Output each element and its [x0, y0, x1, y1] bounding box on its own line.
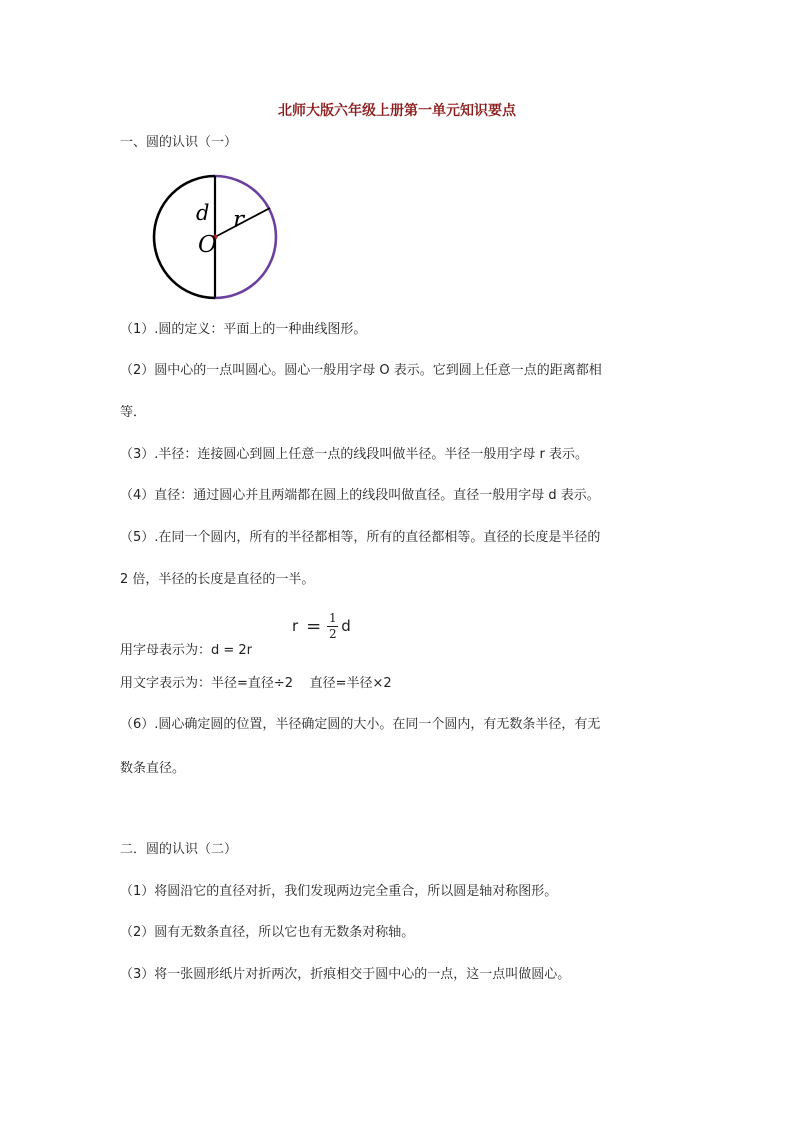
definition-p5-line1: （5）.在同一个圆内，所有的半径都相等，所有的直径都相等。直径的长度是半径的 — [120, 530, 601, 545]
formula-d: d — [341, 617, 351, 635]
circle-diagram — [148, 170, 283, 302]
word-formula: 用文字表示为：半径=直径÷2 直径=半径×2 — [120, 676, 392, 691]
definition-p6-line1: （6）.圆心确定圆的位置，半径确定圆的大小。在同一个圆内，有无数条半径，有无 — [120, 717, 601, 732]
definition-p4: （4）直径：通过圆心并且两端都在圆上的线段叫做直径。直径一般用字母 d 表示。 — [120, 488, 600, 503]
fraction-denominator: 2 — [328, 626, 337, 641]
definition-p3: （3）.半径：连接圆心到圆上任意一点的线段叫做半径。半径一般用字母 r 表示。 — [120, 447, 589, 462]
section1-heading: 一、圆的认识（一） — [120, 135, 238, 150]
right-semicircle — [215, 176, 276, 298]
label-r: r — [233, 207, 244, 233]
section2-p1: （1）将圆沿它的直径对折，我们发现两边完全重合，所以圆是轴对称图形。 — [120, 884, 558, 899]
formula-equals: = — [306, 615, 322, 637]
formula-r: r — [292, 617, 299, 635]
radius-formula — [292, 606, 351, 646]
section2-p3: （3）将一张圆形纸片对折两次，折痕相交于圆中心的一点，这一点叫做圆心。 — [120, 967, 571, 982]
formula-fraction — [327, 612, 338, 641]
letter-formula: 用字母表示为：d = 2r — [120, 643, 253, 658]
definition-p2-line1: （2）圆中心的一点叫圆心。圆心一般用字母 O 表示。它到圆上任意一点的距离都相 — [120, 363, 602, 378]
label-o: O — [198, 232, 217, 258]
definition-p6-line2: 数条直径。 — [120, 761, 186, 776]
definition-p2-line2: 等． — [120, 405, 147, 420]
definition-p1: （1）.圆的定义：平面上的一种曲线图形。 — [120, 322, 367, 337]
page-title: 北师大版六年级上册第一单元知识要点 — [278, 103, 516, 119]
section2-heading: 二．圆的认识（二） — [120, 842, 238, 857]
section2-p2: （2）圆有无数条直径，所以它也有无数条对称轴。 — [120, 925, 415, 940]
label-d: d — [196, 201, 210, 225]
fraction-numerator: 1 — [328, 610, 337, 625]
definition-p5-line2: 2 倍，半径的长度是直径的一半。 — [120, 572, 315, 587]
